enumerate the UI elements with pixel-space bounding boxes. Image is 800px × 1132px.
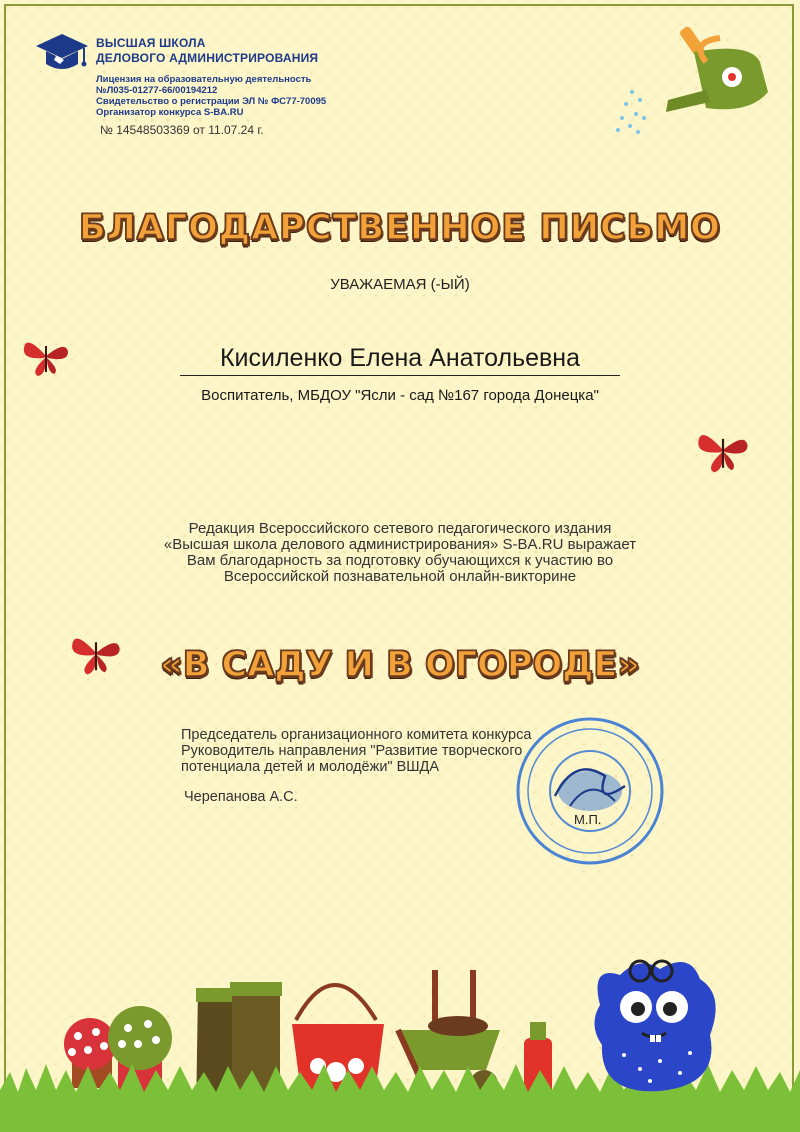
watering-can-icon — [610, 22, 780, 142]
org-name-line1: ВЫСШАЯ ШКОЛА — [96, 36, 206, 50]
recipient-name: Кисиленко Елена Анатольевна — [180, 344, 620, 376]
license-info — [96, 74, 326, 118]
recipient-position: Воспитатель, МБДОУ "Ясли - сад №167 города Донецка" — [201, 387, 599, 404]
monster-mascot — [580, 945, 730, 1095]
license-line3: Свидетельство о регистрации ЭЛ № ФС77-70095 — [96, 96, 327, 107]
signature-line3: потенциала детей и молодёжи" ВШДА — [181, 759, 440, 775]
license-line4: Организатор конкурса S-BA.RU — [96, 107, 244, 118]
signature-line1: Председатель организационного комитета конкурса — [181, 727, 532, 743]
graduation-cap-logo-icon — [34, 30, 90, 78]
butterfly-icon — [20, 332, 72, 380]
stamp-seal — [515, 716, 665, 866]
butterfly-icon — [694, 422, 752, 478]
letter-body: Редакция Всероссийского сетевого педагогического издания «Высшая школа делового администрирования» S-BA.RU выражает Вам благодарность за подготовку обучающихся к участию во Всероссийской познавательной онлайн-викторине — [163, 520, 637, 585]
license-line1: Лицензия на образовательную деятельность — [96, 74, 312, 85]
organization-name — [96, 36, 318, 66]
signature-block — [181, 727, 531, 775]
salutation: УВАЖАЕМАЯ (-ЫЙ) — [330, 276, 470, 293]
signature-line2: Руководитель направления "Развитие творческого — [181, 743, 523, 759]
document-number: № 14548503369 от 11.07.24 г. — [100, 123, 264, 137]
org-name-line2: ДЕЛОВОГО АДМИНИСТРИРОВАНИЯ — [96, 51, 319, 65]
contest-name: «В САДУ И В ОГОРОДЕ» — [160, 645, 640, 685]
signer-name: Черепанова А.С. — [184, 789, 298, 805]
license-line2: №Л035-01277-66/00194212 — [96, 85, 218, 96]
stamp-label: М.П. — [574, 812, 602, 827]
letter-title: БЛАГОДАРСТВЕННОЕ ПИСЬМО — [79, 208, 721, 248]
